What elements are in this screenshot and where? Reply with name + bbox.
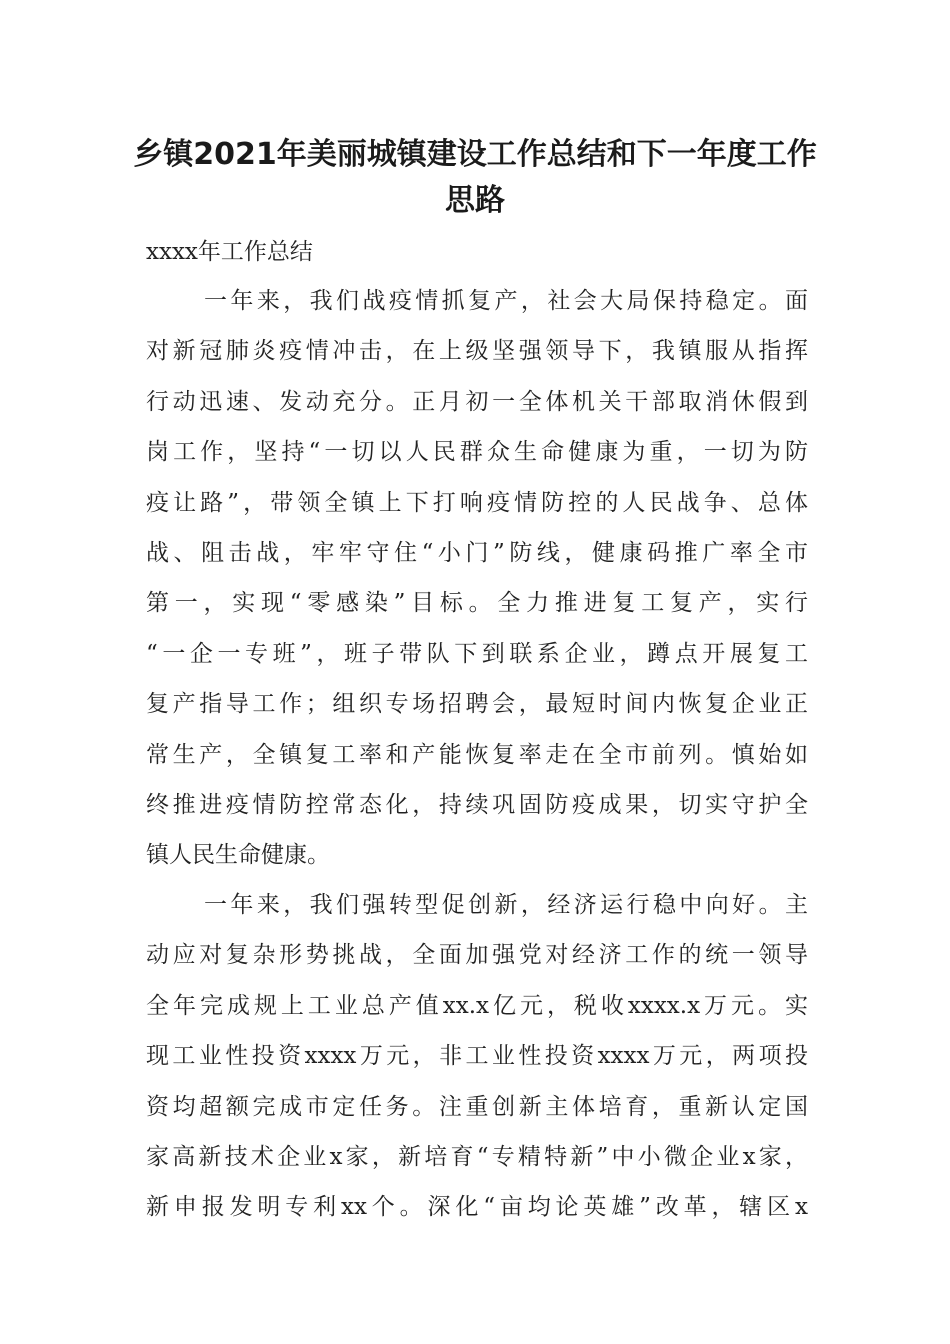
- paragraph-line: “一企一专班”，班子带队下到联系企业，蹲点开展复工: [146, 640, 808, 667]
- paragraph-line: 行动迅速、发动充分。正月初一全体机关干部取消休假到: [146, 388, 808, 415]
- paragraph-line: 第一，实现“零感染”目标。全力推进复工复产，实行: [146, 590, 808, 617]
- paragraph-line: 岗工作，坚持“一切以人民群众生命健康为重，一切为防: [146, 439, 808, 466]
- paragraph-line: 一年来，我们战疫情抓复产，社会大局保持稳定。面: [204, 288, 808, 314]
- paragraph-line: 一年来，我们强转型促创新，经济运行稳中向好。主: [204, 892, 808, 918]
- paragraph-line: 终推进疫情防控常态化，持续巩固防疫成果，切实守护全: [146, 791, 808, 818]
- document-title-line-2: 思路: [445, 183, 505, 218]
- paragraph-line: 对新冠肺炎疫情冲击，在上级坚强领导下，我镇服从指挥: [146, 338, 808, 365]
- paragraph-line: 家高新技术企业x家，新培育“专精特新”中小微企业x家，: [146, 1143, 808, 1170]
- document-title-line-1: 乡镇2021年美丽城镇建设工作总结和下一年度工作: [133, 137, 817, 172]
- paragraph-line: 复产指导工作；组织专场招聘会，最短时间内恢复企业正: [146, 691, 808, 718]
- paragraph-2: [146, 880, 808, 1233]
- paragraph-line: 新申报发明专利xx个。深化“亩均论英雄”改革，辖区x: [146, 1194, 808, 1221]
- paragraph-line: 资均超额完成市定任务。注重创新主体培育，重新认定国: [146, 1093, 808, 1120]
- paragraph-line: 全年完成规上工业总产值xx.x亿元，税收xxxx.x万元。实: [146, 992, 808, 1019]
- paragraph-line: 镇人民生命健康。: [146, 842, 330, 869]
- paragraph-line: 现工业性投资xxxx万元，非工业性投资xxxx万元，两项投: [146, 1043, 808, 1070]
- paragraph-line: 战、阻击战，牢牢守住“小门”防线，健康码推广率全市: [146, 539, 808, 566]
- paragraph-line: 动应对复杂形势挑战，全面加强党对经济工作的统一领导: [146, 942, 808, 969]
- paragraph-1: [146, 276, 808, 881]
- paragraph-line: 常生产，全镇复工率和产能恢复率走在全市前列。慎始如: [146, 741, 808, 768]
- paragraph-line: 疫让路”，带领全镇上下打响疫情防控的人民战争、总体: [146, 489, 808, 516]
- section-heading: xxxx年工作总结: [146, 239, 313, 265]
